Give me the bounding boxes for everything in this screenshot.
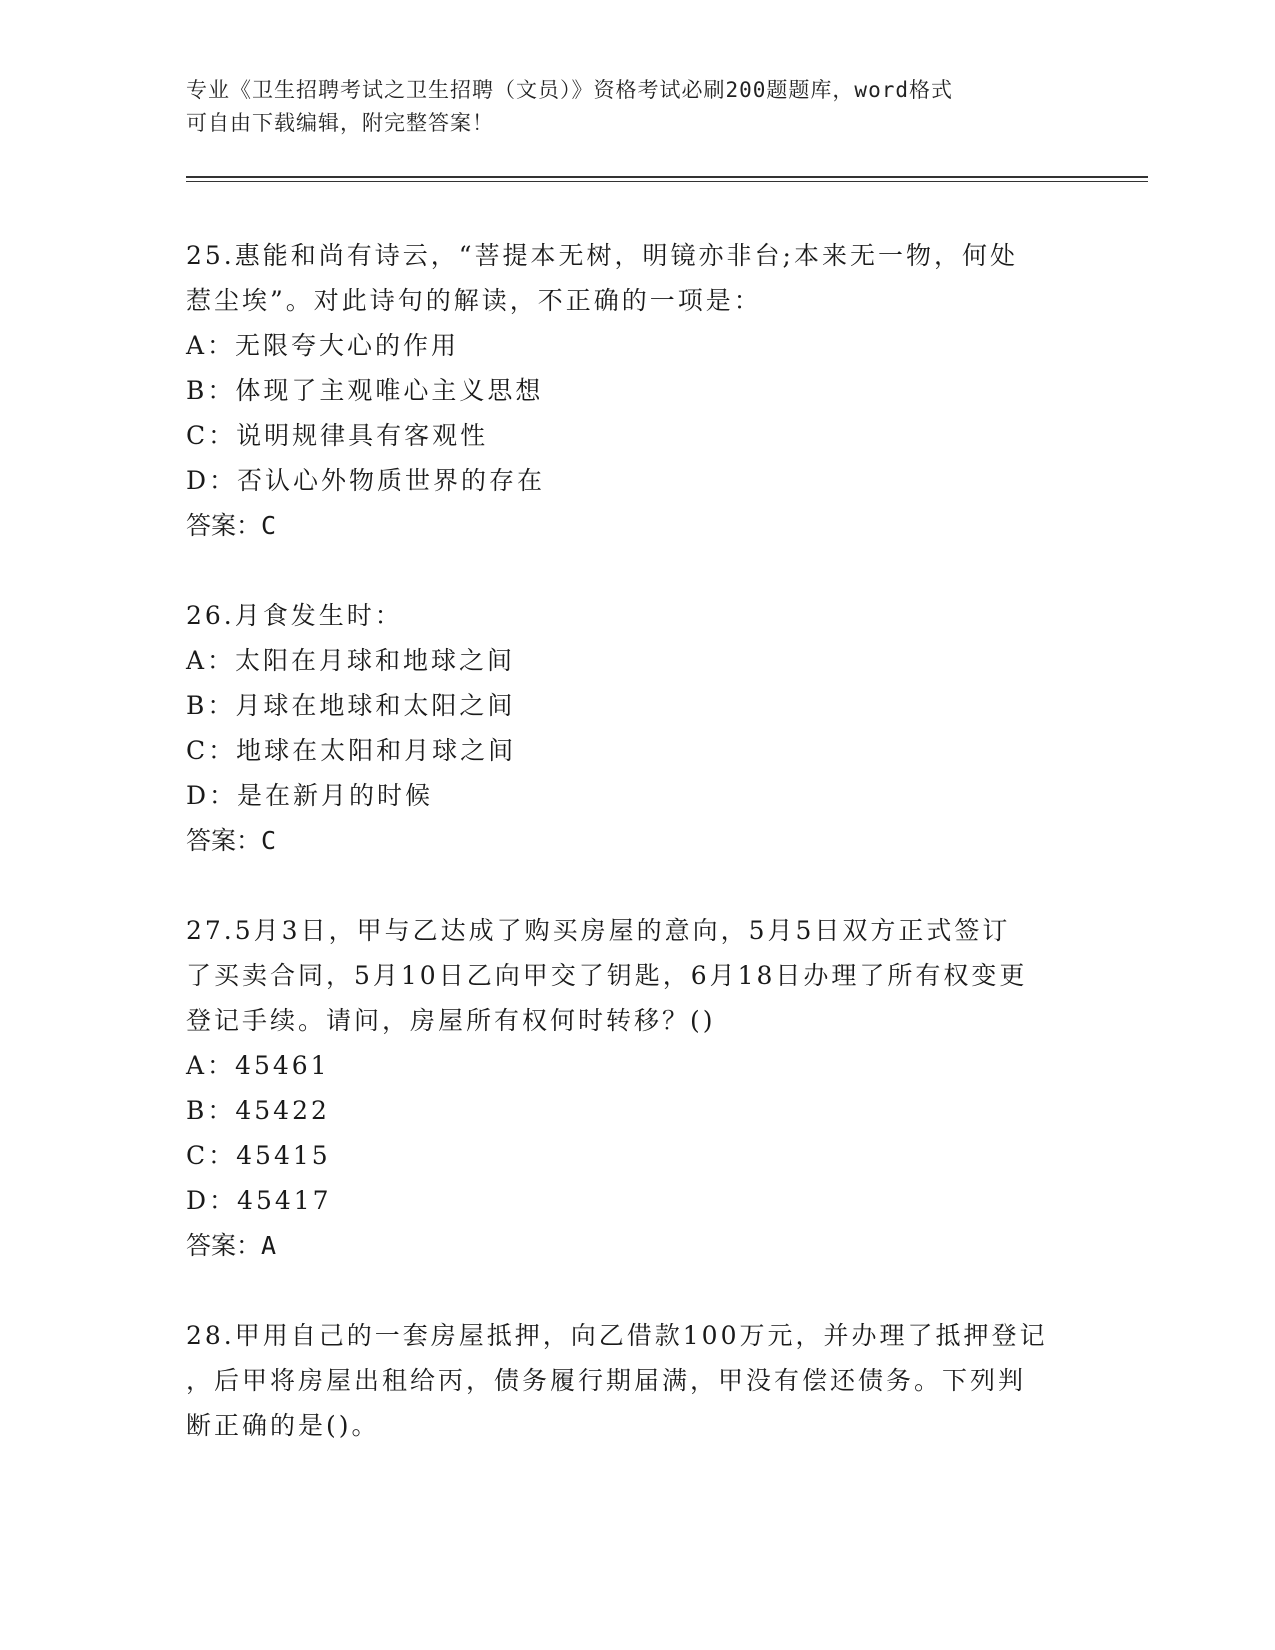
answer-line xyxy=(186,1223,1086,1268)
answer-line xyxy=(186,818,1086,863)
question-stem-line: 26.月食发生时： xyxy=(186,601,403,630)
option-d: D：否认心外物质世界的存在 xyxy=(186,466,546,495)
question-27 xyxy=(186,908,1086,1268)
answer-value: A xyxy=(261,1231,277,1260)
option-b: B：月球在地球和太阳之间 xyxy=(186,691,516,720)
question-stem-line: 惹尘埃”。对此诗句的解读，不正确的一项是： xyxy=(186,286,762,315)
header-divider-thin xyxy=(186,181,1148,182)
question-stem-line: ，后甲将房屋出租给丙，债务履行期届满，甲没有偿还债务。下列判 xyxy=(186,1366,1027,1395)
question-stem-line: 断正确的是()。 xyxy=(186,1411,380,1440)
answer-value: C xyxy=(261,826,277,855)
option-a: A：45461 xyxy=(186,1051,330,1080)
question-stem-line: 27.5月3日，甲与乙达成了购买房屋的意向，5月5日双方正式签订 xyxy=(186,916,1011,945)
header-line-2: 可自由下载编辑，附完整答案！ xyxy=(186,111,494,135)
question-stem-line: 了买卖合同，5月10日乙向甲交了钥匙，6月18日办理了所有权变更 xyxy=(186,961,1028,990)
option-a: A：无限夸大心的作用 xyxy=(186,331,460,360)
answer-label: 答案： xyxy=(186,511,262,540)
answer-label: 答案： xyxy=(186,826,262,855)
option-a: A：太阳在月球和地球之间 xyxy=(186,646,516,675)
question-stem-line: 25.惠能和尚有诗云，“菩提本无树，明镜亦非台;本来无一物，何处 xyxy=(186,241,1018,270)
option-b: B：体现了主观唯心主义思想 xyxy=(186,376,544,405)
option-d: D：是在新月的时候 xyxy=(186,781,434,810)
question-28 xyxy=(186,1313,1086,1448)
option-c: C：说明规律具有客观性 xyxy=(186,421,489,450)
option-c: C：地球在太阳和月球之间 xyxy=(186,736,517,765)
question-stem-line: 28.甲用自己的一套房屋抵押，向乙借款100万元，并办理了抵押登记 xyxy=(186,1321,1048,1350)
header-divider-thick xyxy=(186,176,1148,178)
answer-label: 答案： xyxy=(186,1231,262,1260)
answer-line xyxy=(186,503,1086,548)
question-26 xyxy=(186,593,1086,863)
answer-value: C xyxy=(261,511,277,540)
option-d: D：45417 xyxy=(186,1186,332,1215)
question-25 xyxy=(186,233,1086,548)
question-list xyxy=(186,233,1086,1448)
question-stem-line: 登记手续。请问，房屋所有权何时转移？() xyxy=(186,1006,716,1035)
header-line-1: 专业《卫生招聘考试之卫生招聘（文员）》资格考试必刷200题题库，word格式 xyxy=(186,78,953,102)
document-header xyxy=(186,74,1086,140)
option-c: C：45415 xyxy=(186,1141,331,1170)
option-b: B：45422 xyxy=(186,1096,330,1125)
